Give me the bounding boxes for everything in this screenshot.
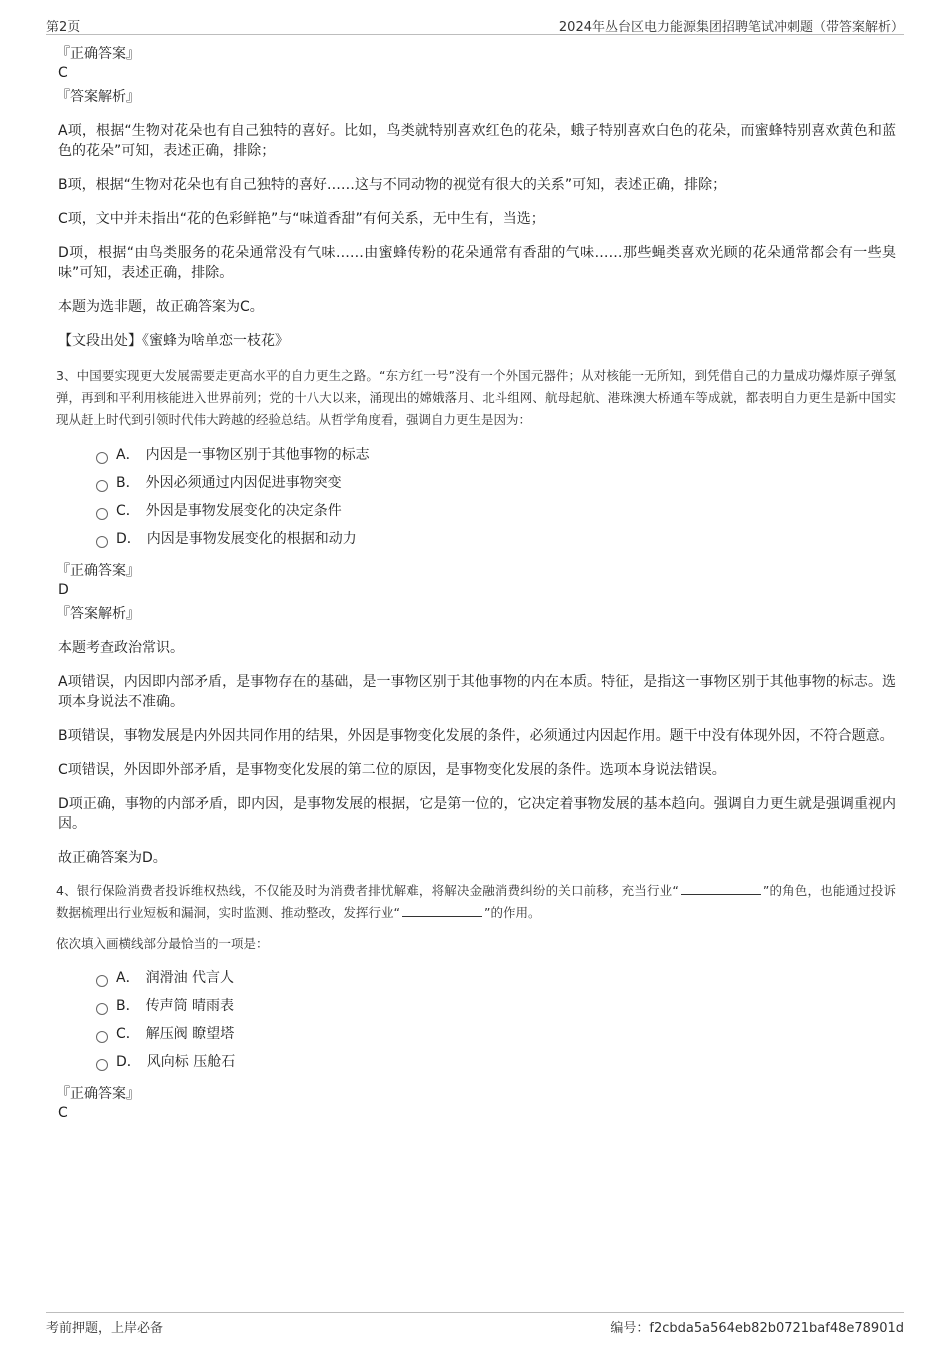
analysis-paragraph: D项正确，事物的内部矛盾，即内因，是事物发展的根据，它是第一位的，它决定着事物发展的基本趋向。强调自力更生就是强调重视内因。	[58, 796, 896, 832]
answer-value: D	[58, 582, 69, 598]
answer-value: C	[58, 1105, 68, 1121]
option-text: 风向标 压舱石	[146, 1054, 236, 1070]
option-list	[96, 968, 896, 1080]
analysis-tag: 『答案解析』	[56, 606, 140, 622]
page-footer	[46, 1312, 904, 1337]
option-text: 外因必须通过内因促进事物突变	[145, 475, 342, 491]
option-text: 外因是事物发展变化的决定条件	[145, 503, 342, 519]
answer-tag: 『正确答案』	[56, 563, 140, 579]
question-instruction: 依次填入画横线部分最恰当的一项是：	[56, 936, 269, 951]
stem-text: ”的作用。	[483, 905, 541, 920]
radio-icon[interactable]	[96, 508, 108, 520]
stem-text: ”的角色，也能通过投诉数据梳理出行业短板和漏洞，实时监测、推动整改，发挥行业“	[56, 883, 896, 920]
option-letter: D．	[116, 531, 141, 547]
radio-icon[interactable]	[96, 975, 108, 987]
option-text: 内因是一事物区别于其他事物的标志	[145, 447, 370, 463]
fill-blank-1	[681, 882, 761, 895]
radio-icon[interactable]	[96, 480, 108, 492]
option-letter: C．	[116, 503, 140, 519]
page-header	[46, 14, 904, 35]
page-number: 第2页	[46, 20, 81, 35]
option-text: 解压阀 瞭望塔	[145, 1026, 235, 1042]
stem-text: 4、银行保险消费者投诉维权热线，不仅能及时为消费者排忧解难，将解决金融消费纠纷的关口前移，充当行业“	[56, 883, 679, 898]
option-list	[96, 445, 896, 557]
code-value: f2cbda5a564eb82b0721baf48e78901d	[649, 1321, 904, 1336]
analysis-paragraph: 本题考查政治常识。	[58, 640, 184, 656]
option-a[interactable]	[96, 445, 896, 473]
radio-icon[interactable]	[96, 1003, 108, 1015]
option-b[interactable]	[96, 473, 896, 501]
radio-icon[interactable]	[96, 1031, 108, 1043]
analysis-paragraph: B项，根据“生物对花朵也有自己独特的喜好……这与不同动物的视觉有很大的关系”可知，表述正确，排除；	[58, 177, 727, 193]
radio-icon[interactable]	[96, 1059, 108, 1071]
option-a[interactable]	[96, 968, 896, 996]
option-text: 润滑油 代言人	[145, 970, 235, 986]
option-c[interactable]	[96, 1024, 896, 1052]
option-text: 内因是事物发展变化的根据和动力	[146, 531, 357, 547]
option-letter: A．	[116, 447, 140, 463]
analysis-paragraph: 本题为选非题，故正确答案为C。	[58, 299, 264, 315]
option-letter: A．	[116, 970, 140, 986]
question-stem	[56, 880, 896, 924]
option-letter: B．	[116, 475, 140, 491]
analysis-paragraph: A项，根据“生物对花朵也有自己独特的喜好。比如，鸟类就特别喜欢红色的花朵，蛾子特别喜欢白色的花朵，而蜜蜂特别喜欢黄色和蓝色的花朵”可知，表述正确，排除；	[58, 123, 896, 159]
source-note: 【文段出处】《蜜蜂为啥单恋一枝花》	[58, 333, 289, 349]
fill-blank-2	[402, 904, 482, 917]
option-letter: C．	[116, 1026, 140, 1042]
analysis-paragraph: D项，根据“由鸟类服务的花朵通常没有气味……由蜜蜂传粉的花朵通常有香甜的气味……那些蝇类喜欢光顾的花朵通常都会有一些臭味”可知，表述正确，排除。	[58, 245, 896, 281]
analysis-paragraph: B项错误，事物发展是内外因共同作用的结果，外因是事物变化发展的条件，必须通过内因起作用。题干中没有体现外因，不符合题意。	[58, 728, 894, 744]
answer-tag: 『正确答案』	[56, 46, 140, 62]
option-b[interactable]	[96, 996, 896, 1024]
page-content	[56, 44, 896, 1127]
answer-tag: 『正确答案』	[56, 1086, 140, 1102]
option-d[interactable]	[96, 529, 896, 557]
analysis-paragraph: A项错误，内因即内部矛盾，是事物存在的基础，是一事物区别于其他事物的内在本质。特征，是指这一事物区别于其他事物的标志。选项本身说法不准确。	[58, 674, 896, 710]
option-letter: B．	[116, 998, 140, 1014]
analysis-paragraph: C项错误，外因即外部矛盾，是事物变化发展的第二位的原因，是事物变化发展的条件。选项本身说法错误。	[58, 762, 726, 778]
option-text: 传声筒 晴雨表	[145, 998, 235, 1014]
document-code	[610, 1317, 904, 1336]
code-label: 编号：	[610, 1321, 650, 1336]
radio-icon[interactable]	[96, 536, 108, 548]
option-letter: D．	[116, 1054, 141, 1070]
question-stem: 3、中国要实现更大发展需要走更高水平的自力更生之路。“东方红一号”没有一个外国元器件；从对核能一无所知，到凭借自己的力量成功爆炸原子弹氢弹，再到和平利用核能进入世界前列；党的十八大以来，涌现出的嫦娥落月、北斗组网、航母起航、港珠澳大桥通车等成就，都表明自力更生是新中国实现从赶上时代到引领时代伟大跨越的经验总结。从哲学角度看，强调自力更生是因为：	[56, 368, 896, 427]
analysis-paragraph: C项，文中并未指出“花的色彩鲜艳”与“味道香甜”有何关系，无中生有，当选；	[58, 211, 545, 227]
analysis-tag: 『答案解析』	[56, 89, 140, 105]
option-c[interactable]	[96, 501, 896, 529]
answer-value: C	[58, 65, 68, 81]
document-title: 2024年丛台区电力能源集团招聘笔试冲刺题（带答案解析）	[558, 20, 904, 35]
analysis-paragraph: 故正确答案为D。	[58, 850, 167, 866]
radio-icon[interactable]	[96, 452, 108, 464]
option-d[interactable]	[96, 1052, 896, 1080]
footer-slogan: 考前押题，上岸必备	[46, 1321, 164, 1336]
